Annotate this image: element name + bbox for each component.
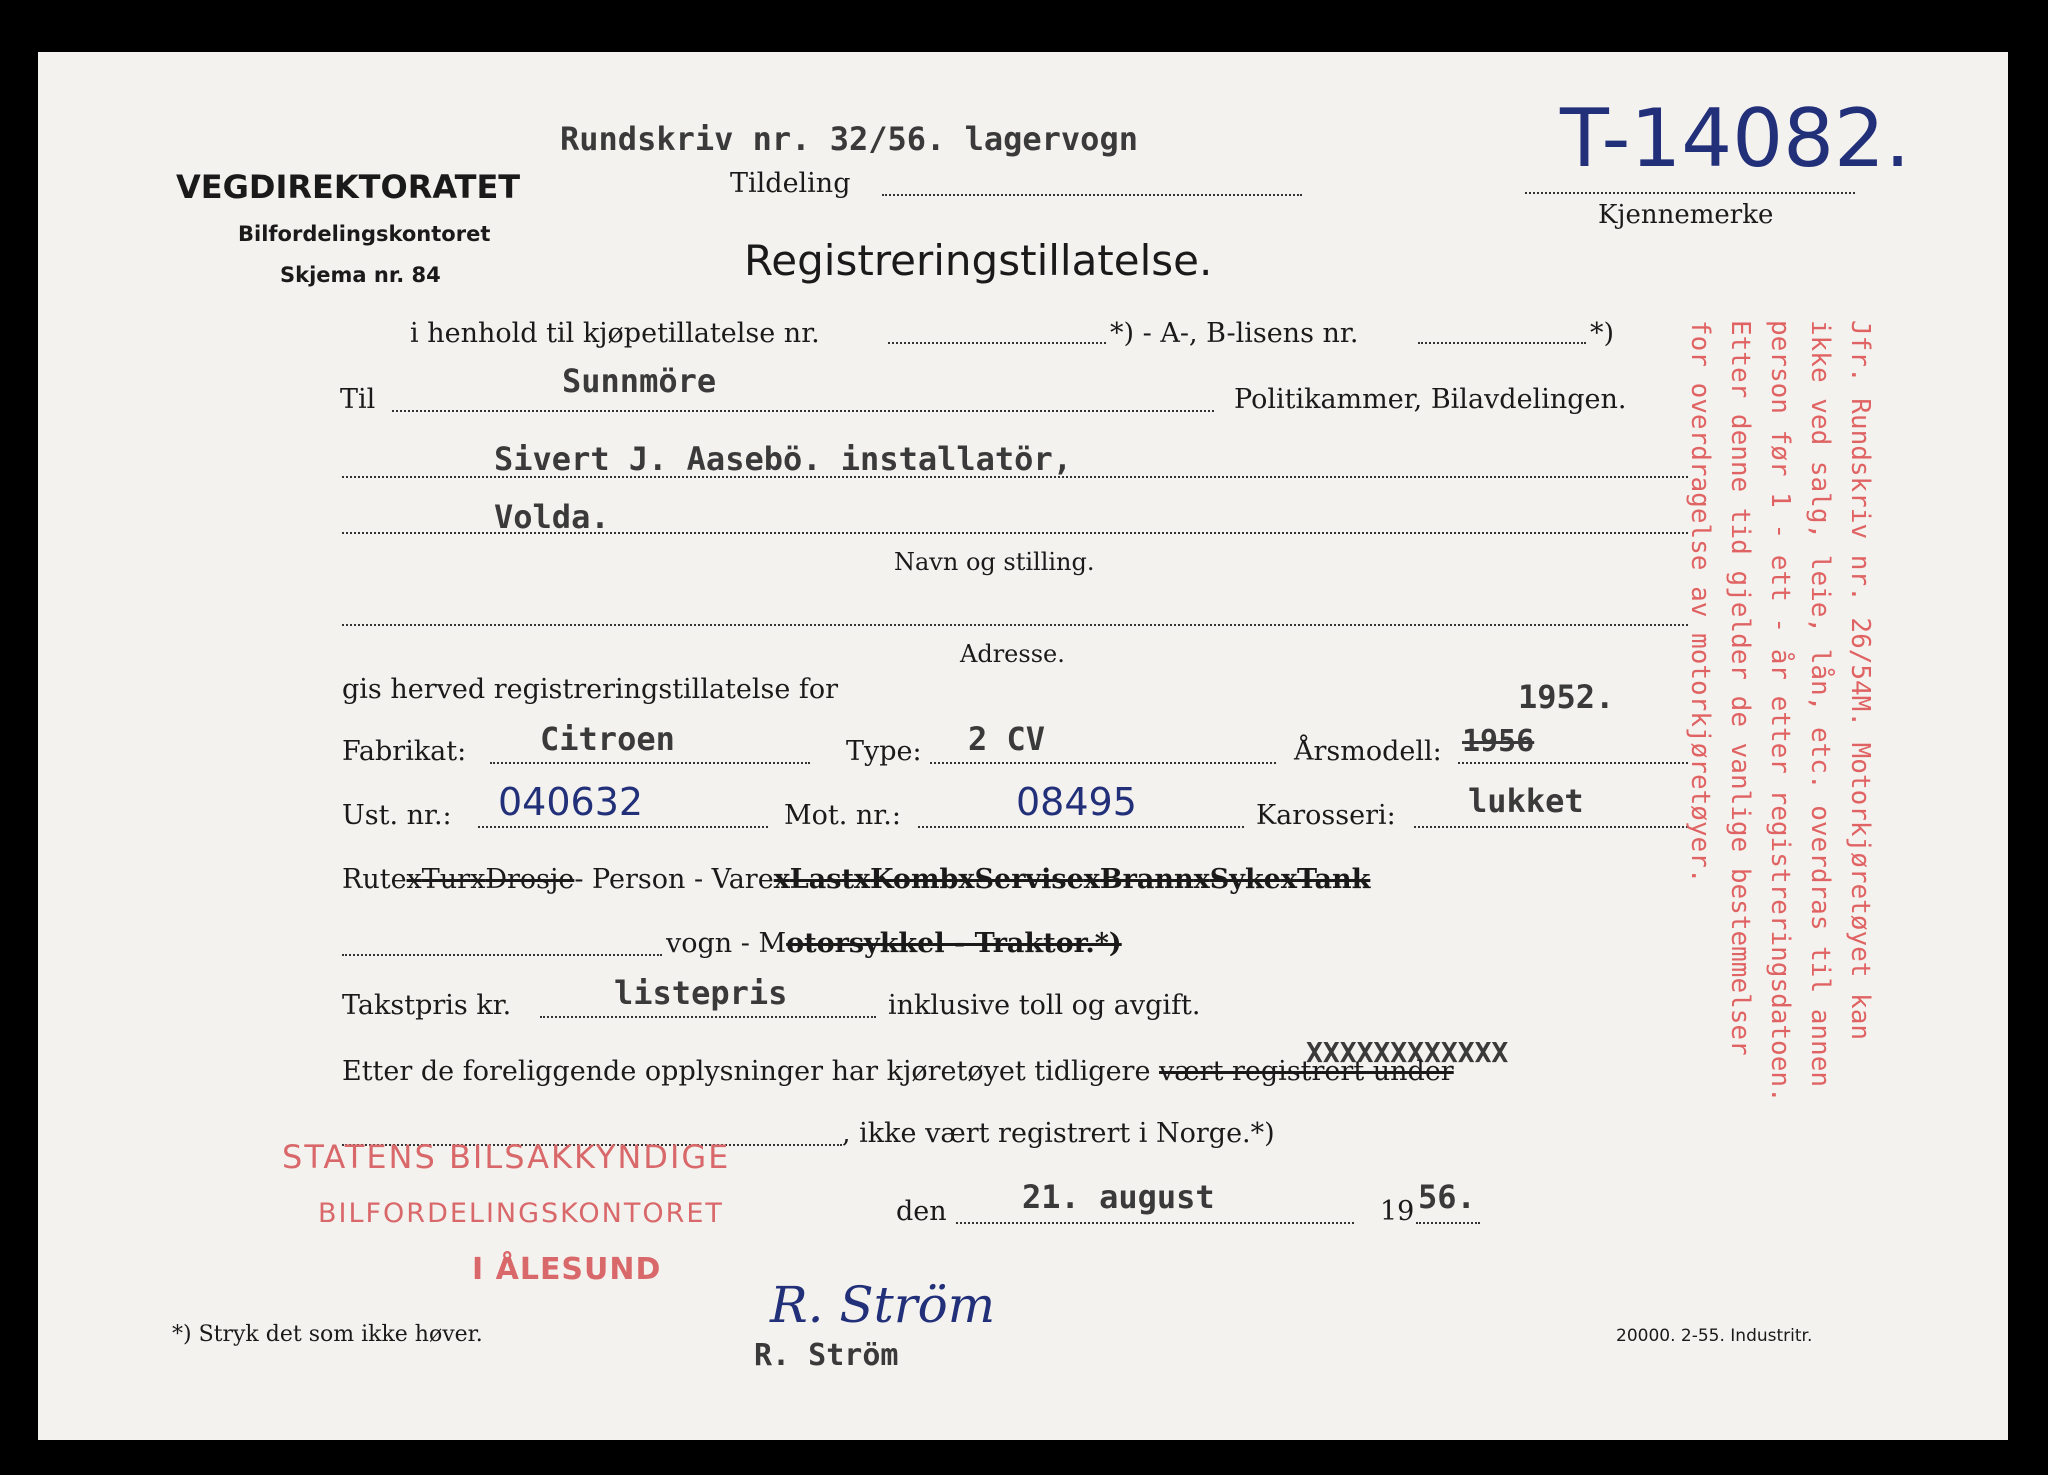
karosseri-label: Karosseri:: [1256, 800, 1396, 831]
takstpris-label: Takstpris kr.: [342, 990, 512, 1021]
til-label: Til: [340, 384, 376, 415]
til-value: Sunnmöre: [562, 362, 717, 400]
arsmodell-label: Årsmodell:: [1294, 736, 1442, 767]
side-note-line-3: person før 1 - ett - år etter registreringsdatoen.: [1765, 320, 1795, 1103]
mot-label: Mot. nr.:: [784, 800, 901, 831]
ust-line: [478, 826, 768, 828]
mot-line: [918, 826, 1244, 828]
kjennemerke-handwritten: T-14082.: [1560, 92, 1911, 185]
date-line: [956, 1222, 1354, 1224]
recipient-town: Volda.: [494, 498, 610, 536]
tidligere-xs: XXXXXXXXXXXX: [1306, 1036, 1509, 1069]
form-number: Skjema nr. 84: [280, 263, 441, 287]
year-suffix: 56.: [1418, 1178, 1476, 1216]
stamp-line-2: BILFORDELINGSKONTORET: [318, 1198, 724, 1229]
fabrikat-value: Citroen: [540, 720, 675, 758]
tildeling-line: [882, 194, 1302, 196]
karosseri-value: lukket: [1468, 782, 1584, 820]
kjopetillatelse-label: i henhold til kjøpetillatelse nr.: [410, 318, 820, 349]
arsmodell-line: [1458, 762, 1688, 764]
tildeling-label: Tildeling: [730, 168, 851, 199]
side-note-line-4: Etter denne tid gjelder de vanlige bestemmelser: [1725, 320, 1755, 1056]
takstpris-value: listepris: [614, 974, 788, 1012]
fabrikat-line: [490, 762, 810, 764]
tidligere-line: Etter de foreliggende opplysninger har kjøretøyet tidligere vært registrert under: [342, 1056, 1454, 1087]
ust-label: Ust. nr.:: [342, 800, 452, 831]
takstpris-suffix: inklusive toll og avgift.: [888, 990, 1201, 1021]
side-note-line-1: Jfr. Rundskriv nr. 26/54M. Motorkjøretøyet kan: [1845, 320, 1875, 1041]
category-line-1: RutexTurxDrosje- Person - VarexLastxKombxServisexBrannxSykexTank: [342, 864, 1371, 895]
date-den-label: den: [896, 1196, 947, 1227]
stamp-line-3: I ÅLESUND: [472, 1252, 662, 1287]
lisens-line: [1418, 342, 1586, 344]
signature-typed: R. Ström: [754, 1338, 899, 1373]
fabrikat-label: Fabrikat:: [342, 736, 467, 767]
ust-value: 040632: [498, 780, 644, 824]
signature-handwritten: R. Ström: [770, 1276, 996, 1334]
arsmodell-correction: 1952.: [1518, 678, 1615, 716]
side-note: [1680, 320, 1920, 1220]
adresse-line: [342, 624, 1688, 626]
footnote: *) Stryk det som ikke høver.: [172, 1322, 483, 1347]
arsmodell-value: 1956: [1462, 724, 1535, 759]
kjennemerke-line: [1525, 192, 1855, 194]
print-info: 20000. 2-55. Industritr.: [1616, 1326, 1813, 1346]
kjopetillatelse-line: [888, 342, 1106, 344]
mot-value: 08495: [1016, 780, 1137, 824]
year-prefix: 19: [1380, 1196, 1415, 1227]
til-line: [392, 410, 1214, 412]
lisens-label: *) - A-, B-lisens nr.: [1110, 318, 1359, 349]
vogn-line: [342, 954, 662, 956]
ikke-norge-text: , ikke vært registrert i Norge.*): [842, 1118, 1275, 1149]
type-label: Type:: [846, 736, 922, 767]
type-line: [930, 762, 1276, 764]
form-title: Registreringstillatelse.: [744, 236, 1213, 285]
politikammer-label: Politikammer, Bilavdelingen.: [1234, 384, 1627, 415]
gis-herved-text: gis herved registreringstillatelse for: [342, 674, 839, 705]
lisens-suffix: *): [1590, 318, 1615, 349]
navn-label: Navn og stilling.: [894, 548, 1095, 576]
recipient-name: Sivert J. Aasebö. installatör,: [494, 440, 1072, 478]
category-line-2: vogn - Motorsykkel - Traktor.*): [666, 928, 1122, 959]
stamp-line-1: STATENS BILSAKKYNDIGE: [282, 1138, 731, 1176]
type-value: 2 CV: [968, 720, 1046, 758]
takstpris-line: [540, 1016, 876, 1018]
date-value: 21. august: [1022, 1178, 1215, 1216]
org-name: VEGDIREKTORATET: [176, 168, 521, 206]
year-line: [1416, 1222, 1480, 1224]
adresse-label: Adresse.: [960, 640, 1065, 668]
karosseri-line: [1414, 826, 1688, 828]
side-note-line-5: for overdragelse av motorkjøretøyer.: [1685, 320, 1715, 884]
kjennemerke-label: Kjennemerke: [1598, 200, 1774, 230]
office-name: Bilfordelingskontoret: [238, 222, 491, 246]
typed-reference: Rundskriv nr. 32/56. lagervogn: [560, 120, 1138, 158]
side-note-line-2: ikke ved salg, leie, lån, etc. overdras til annen: [1805, 320, 1835, 1088]
